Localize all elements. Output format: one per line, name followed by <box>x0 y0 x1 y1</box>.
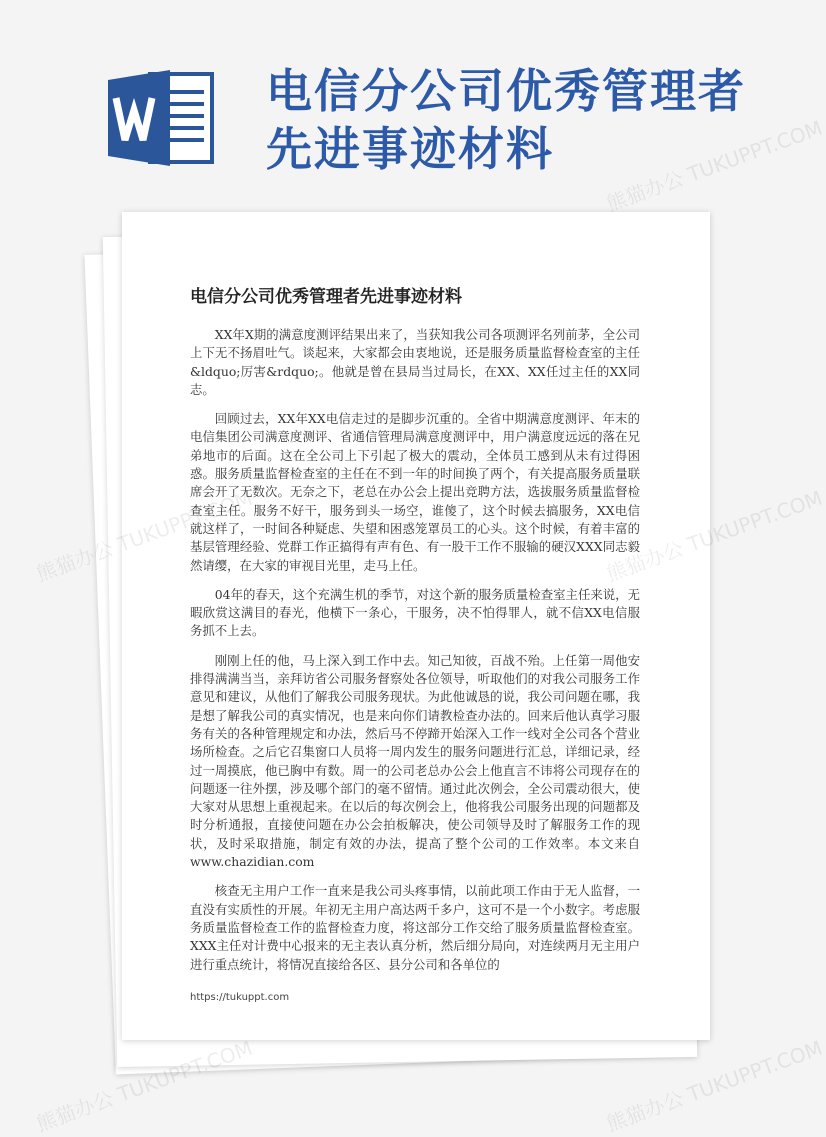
watermark: 熊猫办公 TUKUPPT.COM <box>603 115 826 217</box>
watermark: 熊猫办公 <box>33 536 117 587</box>
word-document-icon <box>108 68 220 168</box>
paragraph: 04年的春天，这个充满生机的季节，对这个新的服务质量检查室主任来说，无暇欣赏这满目的春光，他横下一条心，干服务，决不怕得罪人，就不信XX电信服务抓不上去。 <box>190 586 640 639</box>
document-body <box>190 326 640 985</box>
page-title-line-1: 电信分公司优秀管理者 <box>266 64 746 118</box>
page-header <box>0 0 800 200</box>
page-title-line-2: 先进事迹材料 <box>266 122 554 176</box>
page-title <box>266 62 776 178</box>
watermark: 熊猫办公 TUKUPPT.COM <box>33 1035 256 1137</box>
watermark: 熊猫办公 TUKUPPT.COM <box>603 485 826 587</box>
paragraph: 刚刚上任的他，马上深入到工作中去。知己知彼，百战不殆。上任第一周他安排得满满当当，亲拜访省公司服务督察处各位领导，听取他们的对我公司服务工作意见和建议，从他们了解我公司服务现状。为此他诚恳的说，我公司问题在哪，我是想了解我公司的真实情况，也是来向你们请教检查办法的。回来后他认真学习服务有关的各种管理规定和办法，然后马不停蹄开始深入工作一线对全公司各个营业场所检查。之后它召集窗口人员将一周内发生的服务问题进行汇总，详细记录，经过一周摸底，他已胸中有数。周一的公司老总办公会上他直言不讳将公司现存在的问题逐一往外摆，涉及哪个部门的毫不留情。通过此次例会，全公司震动很大，使大家对从思想上重视起来。在以后的每次例会上，他将我公司服务出现的问题都及时分析通报，直接使问题在办公会拍板解决，使公司领导及时了解服务工作的现状，及时采取措施，制定有效的办法，提高了整个公司的工作效率。本文来自 www.chazidian.com <box>190 652 640 870</box>
document-title: 电信分公司优秀管理者先进事迹材料 <box>190 287 462 307</box>
paragraph: 回顾过去，XX年XX电信走过的是脚步沉重的。全省中期满意度测评、年末的电信集团公司满意度测评、省通信管理局满意度测评中，用户满意度远远的落在兄弟地市的后面。这在全公司上下引起了极大的震动，全体员工感到从未有过得困惑。服务质量监督检查室的主任在不到一年的时间换了两个，有关提高服务质量联席会开了无数次。无奈之下，老总在办公会上提出竞聘方法，选拔服务质量监督检查室主任。服务不好干，服务到头一场空，谁傻了，这个时候去搞服务，XX电信就这样了，一时间各种疑虑、失望和困惑笼罩员工的心头。这个时候，有着丰富的基层管理经验、党群工作正搞得有声有色、有一股干工作不服输的硬汉XXX同志毅然请缨，在大家的审视目光里，走马上任。 <box>190 411 640 573</box>
paragraph: 核查无主用户工作一直来是我公司头疼事情，以前此项工作由于无人监督，一直没有实质性的开展。年初无主用户高达两千多户，这可不是一个小数字。考虑服务质量监督检查工作的监督检查力度，将这部分工作交给了服务质量监督检查室。XXX主任对计费中心报来的无主表认真分析，然后细分局向，对连续两月无主用户进行重点统计，将情况直接给各区、县分公司和各单位的 <box>190 883 640 972</box>
paragraph: XX年X期的满意度测评结果出来了，当获知我公司各项测评名列前茅，全公司上下无不扬眉吐气。谈起来，大家都会由衷地说，还是服务质量监督检查室的主任&ldquo;厉害&rdquo;。他就是曾在县局当过局长，在XX、XX任过主任的XX同志。 <box>190 327 640 397</box>
watermark: 熊猫办公 TUKUPPT.COM <box>603 1035 826 1137</box>
footer-url: https://tukuppt.com <box>190 992 290 1003</box>
